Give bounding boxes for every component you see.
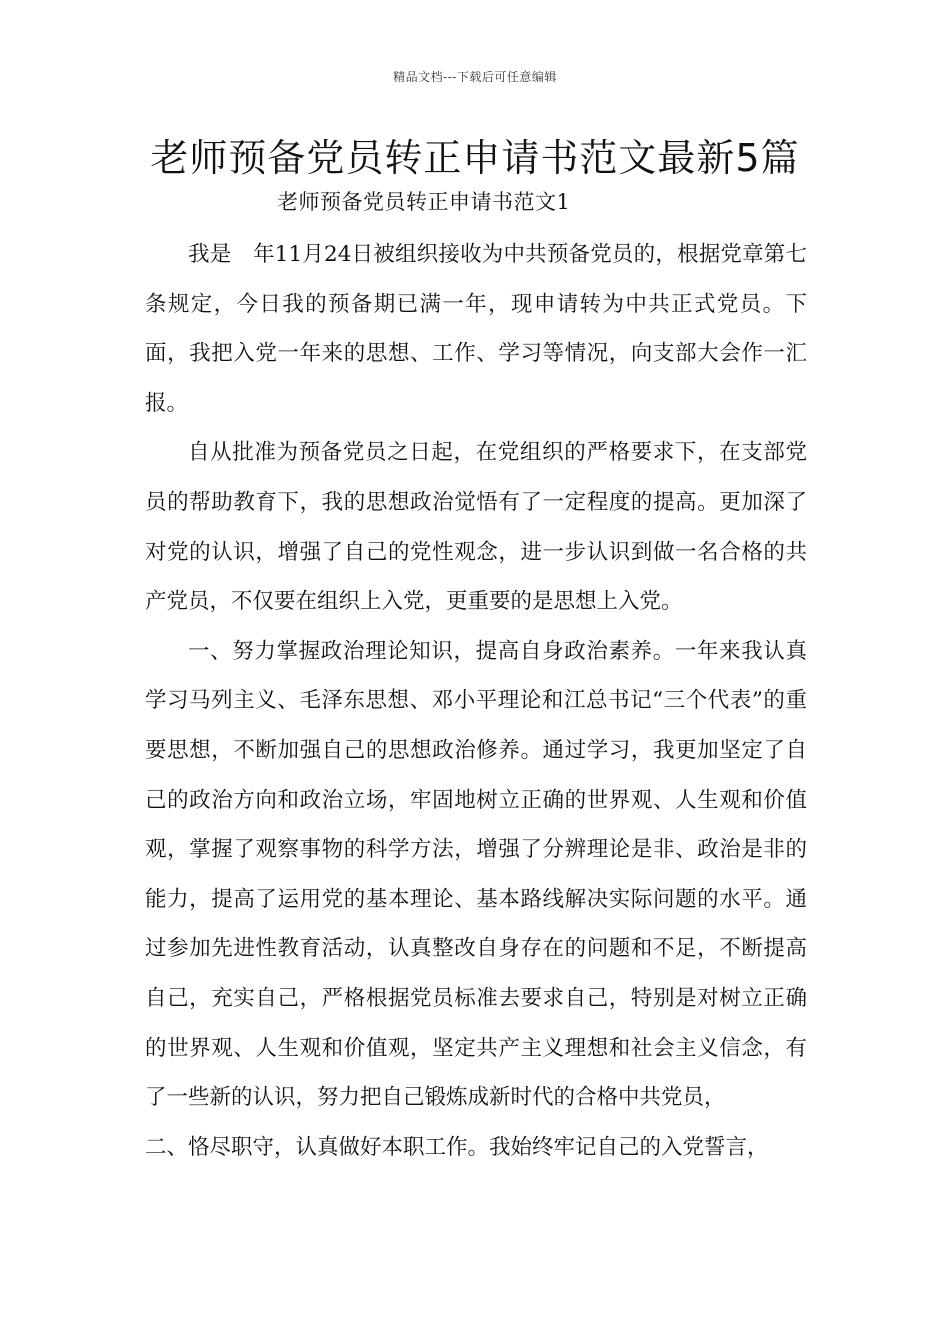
document-subtitle: 老师预备党员转正申请书范文1 [277,190,571,214]
paragraph-section-one: 一、努力掌握政治理论知识，提高自身政治素养。一年来我认真学习马列主义、毛泽东思想、邓小平理论和江总书记“三个代表”的重要思想，不断加强自己的思想政治修养。通过学习，我更加坚定了自己的政治方向和政治立场，牢固地树立正确的世界观、人生观和价值观，掌握了观察事物的科学方法，增强了分辨理论是非、政治是非的能力，提高了运用党的基本理论、基本路线解决实际问题的水平。通过参加先进性教育活动，认真整改自身存在的问题和不足，不断提高自己，充实自己，严格根据党员标准去要求自己，特别是对树立正确的世界观、人生观和价值观，坚定共产主义理想和社会主义信念，有了一些新的认识，努力把自己锻炼成新时代的合格中共党员， [145,638,807,1111]
paragraph-thoughts: 自从批准为预备党员之日起，在党组织的严格要求下，在支部党员的帮助教育下，我的思想政治觉悟有了一定程度的提高。更加深了对党的认识，增强了自己的党性观念，进一步认识到做一名合格的共产党员，不仅要在组织上入党，更重要的是思想上入党。 [145,440,807,615]
paragraph-section-two: 二、恪尽职守，认真做好本职工作。我始终牢记自己的入党誓言， [145,1134,769,1160]
paragraph-intro: 我是 年11月24日被组织接收为中共预备党员的，根据党章第七条规定，今日我的预备期已满一年，现申请转为中共正式党员。下面，我把入党一年来的思想、工作、学习等情况，向支部大会作一汇报。 [145,242,807,416]
document-title: 老师预备党员转正申请书范文最新5篇 [150,136,800,180]
page-header-note: 精品文档---下载后可任意编辑 [393,70,557,84]
document-body [145,230,807,1172]
